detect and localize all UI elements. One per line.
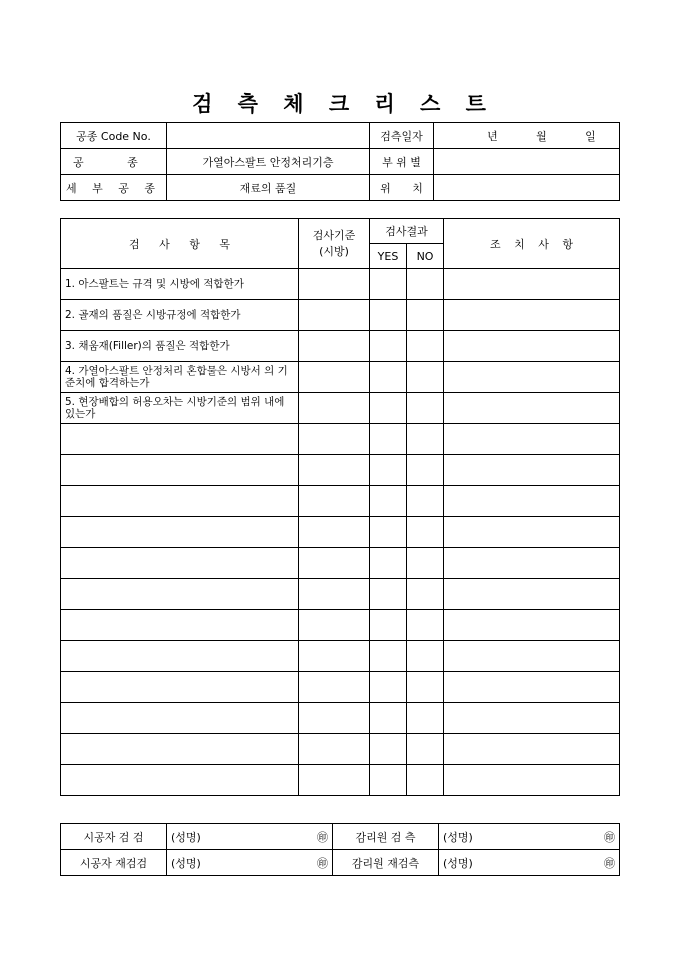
table-row (61, 517, 620, 548)
item-text: 5. 현장배합의 허용오차는 시방기준의 범위 내에 있는가 (61, 393, 299, 424)
header-standard-line2: (시방) (319, 244, 349, 258)
table-row (61, 269, 620, 300)
header-result: 검사결과 (370, 219, 444, 244)
yes-cell[interactable] (370, 486, 407, 517)
date-value[interactable] (434, 123, 620, 149)
standard-cell[interactable] (299, 641, 370, 672)
item-text (61, 734, 299, 765)
action-cell[interactable] (444, 300, 620, 331)
info-table (60, 122, 620, 201)
item-text (61, 610, 299, 641)
standard-cell[interactable] (299, 424, 370, 455)
page-title: 검 측 체 크 리 스 트 (192, 91, 488, 116)
no-cell[interactable] (407, 269, 444, 300)
action-cell[interactable] (444, 362, 620, 393)
no-cell[interactable] (407, 300, 444, 331)
no-cell[interactable] (407, 362, 444, 393)
yes-cell[interactable] (370, 269, 407, 300)
action-cell[interactable] (444, 393, 620, 424)
code-value[interactable] (167, 123, 370, 149)
detail-value[interactable]: 재료의 품질 (167, 175, 370, 201)
no-cell[interactable] (407, 641, 444, 672)
table-row (61, 610, 620, 641)
yes-cell[interactable] (370, 517, 407, 548)
supervisor-inspect-sign[interactable] (439, 824, 620, 850)
no-cell[interactable] (407, 610, 444, 641)
item-text: 4. 가열아스팔트 안정처리 혼합물은 시방서 의 기준치에 합격하는가 (61, 362, 299, 393)
no-cell[interactable] (407, 424, 444, 455)
header-no: NO (407, 244, 444, 269)
item-text (61, 703, 299, 734)
yes-cell[interactable] (370, 579, 407, 610)
yes-cell[interactable] (370, 765, 407, 796)
yes-cell[interactable] (370, 362, 407, 393)
header-yes: YES (370, 244, 407, 269)
item-text (61, 424, 299, 455)
date-label: 검측일자 (370, 123, 434, 149)
standard-cell[interactable] (299, 517, 370, 548)
contractor-reinspect-name: (성명) (171, 856, 201, 870)
no-cell[interactable] (407, 734, 444, 765)
yes-cell[interactable] (370, 331, 407, 362)
standard-cell[interactable] (299, 269, 370, 300)
table-row (61, 765, 620, 796)
yes-cell[interactable] (370, 300, 407, 331)
no-cell[interactable] (407, 765, 444, 796)
detail-label: 세 부 공 종 (61, 175, 167, 201)
table-row (61, 641, 620, 672)
code-label: 공종 Code No. (61, 123, 167, 149)
work-label-text: 공 종 (73, 155, 138, 169)
seal-icon: ㊞ (317, 856, 328, 870)
standard-cell[interactable] (299, 672, 370, 703)
table-row (61, 734, 620, 765)
action-cell[interactable] (444, 517, 620, 548)
no-cell[interactable] (407, 579, 444, 610)
table-row (61, 393, 620, 424)
no-cell[interactable] (407, 672, 444, 703)
item-text (61, 641, 299, 672)
yes-cell[interactable] (370, 703, 407, 734)
standard-cell[interactable] (299, 610, 370, 641)
action-cell[interactable] (444, 641, 620, 672)
header-standard (299, 219, 370, 269)
table-row (61, 331, 620, 362)
date-day: 일 (585, 129, 596, 143)
yes-cell[interactable] (370, 610, 407, 641)
no-cell[interactable] (407, 548, 444, 579)
date-year: 년 (487, 129, 498, 143)
no-cell[interactable] (407, 517, 444, 548)
no-cell[interactable] (407, 703, 444, 734)
standard-cell[interactable] (299, 765, 370, 796)
yes-cell[interactable] (370, 641, 407, 672)
action-cell[interactable] (444, 424, 620, 455)
item-text (61, 765, 299, 796)
header-item: 검 사 항 목 (61, 219, 299, 269)
contractor-reinspect-label: 시공자 재검검 (61, 850, 167, 876)
action-cell[interactable] (444, 703, 620, 734)
standard-cell[interactable] (299, 486, 370, 517)
item-text: 2. 골재의 품질은 시방규정에 적합한가 (61, 300, 299, 331)
seal-icon: ㊞ (604, 856, 615, 870)
standard-cell[interactable] (299, 393, 370, 424)
table-row (61, 579, 620, 610)
table-row (61, 703, 620, 734)
action-cell[interactable] (444, 548, 620, 579)
item-text (61, 548, 299, 579)
item-text (61, 455, 299, 486)
location-label: 위 치 (370, 175, 434, 201)
table-row (61, 548, 620, 579)
item-text: 3. 채움재(Filler)의 품질은 적합한가 (61, 331, 299, 362)
seal-icon: ㊞ (317, 830, 328, 844)
yes-cell[interactable] (370, 548, 407, 579)
inspection-table (60, 218, 620, 796)
item-text (61, 579, 299, 610)
table-row (61, 455, 620, 486)
action-cell[interactable] (444, 269, 620, 300)
yes-cell[interactable] (370, 455, 407, 486)
action-cell[interactable] (444, 579, 620, 610)
no-cell[interactable] (407, 455, 444, 486)
seal-icon: ㊞ (604, 830, 615, 844)
yes-cell[interactable] (370, 672, 407, 703)
standard-cell[interactable] (299, 300, 370, 331)
supervisor-inspect-name: (성명) (443, 830, 473, 844)
contractor-inspect-name: (성명) (171, 830, 201, 844)
table-row (61, 672, 620, 703)
no-cell[interactable] (407, 331, 444, 362)
header-standard-line1: 검사기준 (312, 228, 356, 242)
standard-cell[interactable] (299, 455, 370, 486)
supervisor-inspect-label: 감리원 검 측 (333, 824, 439, 850)
part-value[interactable] (434, 149, 620, 175)
work-value[interactable]: 가열아스팔트 안정처리기층 (167, 149, 370, 175)
item-text (61, 672, 299, 703)
item-text: 1. 아스팔트는 규격 및 시방에 적합한가 (61, 269, 299, 300)
action-cell[interactable] (444, 672, 620, 703)
table-row (61, 486, 620, 517)
no-cell[interactable] (407, 486, 444, 517)
contractor-reinspect-sign[interactable] (167, 850, 333, 876)
supervisor-reinspect-sign[interactable] (439, 850, 620, 876)
item-text (61, 486, 299, 517)
standard-cell[interactable] (299, 548, 370, 579)
table-row (61, 300, 620, 331)
standard-cell[interactable] (299, 331, 370, 362)
header-action: 조 치 사 항 (444, 219, 620, 269)
action-cell[interactable] (444, 610, 620, 641)
action-cell[interactable] (444, 486, 620, 517)
contractor-inspect-label: 시공자 검 검 (61, 824, 167, 850)
action-cell[interactable] (444, 734, 620, 765)
standard-cell[interactable] (299, 734, 370, 765)
location-value[interactable] (434, 175, 620, 201)
part-label: 부 위 별 (370, 149, 434, 175)
supervisor-reinspect-name: (성명) (443, 856, 473, 870)
sign-table (60, 823, 620, 876)
table-row (61, 424, 620, 455)
standard-cell[interactable] (299, 703, 370, 734)
action-cell[interactable] (444, 455, 620, 486)
action-cell[interactable] (444, 765, 620, 796)
yes-cell[interactable] (370, 734, 407, 765)
work-label (61, 149, 167, 175)
no-cell[interactable] (407, 393, 444, 424)
standard-cell[interactable] (299, 579, 370, 610)
contractor-inspect-sign[interactable] (167, 824, 333, 850)
yes-cell[interactable] (370, 424, 407, 455)
yes-cell[interactable] (370, 393, 407, 424)
supervisor-reinspect-label: 감리원 재검측 (333, 850, 439, 876)
date-month: 월 (536, 129, 547, 143)
table-row (61, 362, 620, 393)
item-text (61, 517, 299, 548)
standard-cell[interactable] (299, 362, 370, 393)
action-cell[interactable] (444, 331, 620, 362)
